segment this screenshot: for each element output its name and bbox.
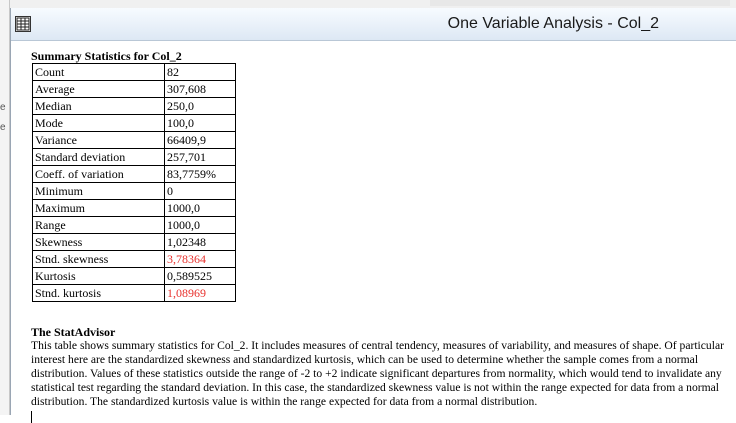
output-pane[interactable] — [11, 41, 736, 415]
left-panel-edge-glyph: e — [0, 122, 6, 133]
analysis-window[interactable] — [10, 8, 736, 415]
left-panel-edge[interactable] — [0, 0, 10, 415]
summary-title: Summary Statistics for Col_2 — [31, 49, 182, 63]
stat-value: 82 — [165, 64, 236, 81]
table-row — [33, 166, 236, 183]
stat-label: Skewness — [33, 234, 165, 251]
table-row — [33, 183, 236, 200]
summary-statistics-table — [32, 63, 236, 302]
window-titlebar[interactable] — [11, 8, 736, 41]
statadvisor-text: This table shows summary statistics for Col_2. It includes measures of central tendency, measures of variability, and measures of shape. Of particular interest here are the standardized skewness and standardized kurtosis, which can be used to determine whether the sample comes from a normal distribution. Values of these statistics outside the range of -2 to +2 indicate significant departures from normality, which would tend to invalidate any statistical test regarding the standard deviation. In this case, the standardized skewness value is not within the range expected for data from a normal distribution. The standardized kurtosis value is within the range expected for data from a normal distribution. — [31, 339, 724, 408]
stat-label: Count — [33, 64, 165, 81]
stat-value: 250,0 — [165, 98, 236, 115]
stat-value: 0 — [165, 183, 236, 200]
stat-label: Range — [33, 217, 165, 234]
stat-value: 307,608 — [165, 81, 236, 98]
stat-value: 1000,0 — [165, 200, 236, 217]
stat-label: Kurtosis — [33, 268, 165, 285]
stat-label: Minimum — [33, 183, 165, 200]
table-row — [33, 251, 236, 268]
table-row — [33, 132, 236, 149]
stat-label: Coeff. of variation — [33, 166, 165, 183]
stat-label: Maximum — [33, 200, 165, 217]
stat-value: 257,701 — [165, 149, 236, 166]
table-row — [33, 285, 236, 302]
statadvisor-title: The StatAdvisor — [31, 325, 116, 339]
left-panel-edge-glyph: e — [0, 102, 6, 113]
stat-value: 66409,9 — [165, 132, 236, 149]
stat-value: 0,589525 — [165, 268, 236, 285]
table-row — [33, 234, 236, 251]
stat-value: 3,78364 — [165, 251, 236, 268]
stat-value: 1000,0 — [165, 217, 236, 234]
table-row — [33, 81, 236, 98]
background-toolbar-edge — [430, 0, 730, 6]
stat-value: 83,7759% — [165, 166, 236, 183]
table-row — [33, 115, 236, 132]
stat-value: 1,08969 — [165, 285, 236, 302]
stat-label: Mode — [33, 115, 165, 132]
spreadsheet-icon[interactable] — [15, 16, 31, 32]
table-row — [33, 217, 236, 234]
stat-label: Average — [33, 81, 165, 98]
stat-label: Variance — [33, 132, 165, 149]
stat-label: Stnd. kurtosis — [33, 285, 165, 302]
table-row — [33, 149, 236, 166]
stat-label: Standard deviation — [33, 149, 165, 166]
table-row — [33, 268, 236, 285]
table-row — [33, 200, 236, 217]
table-row — [33, 64, 236, 81]
stat-value: 1,02348 — [165, 234, 236, 251]
stat-value: 100,0 — [165, 115, 236, 132]
stat-label: Stnd. skewness — [33, 251, 165, 268]
table-row — [33, 98, 236, 115]
stat-label: Median — [33, 98, 165, 115]
window-title: One Variable Analysis - Col_2 — [447, 15, 659, 32]
text-cursor — [31, 411, 32, 423]
